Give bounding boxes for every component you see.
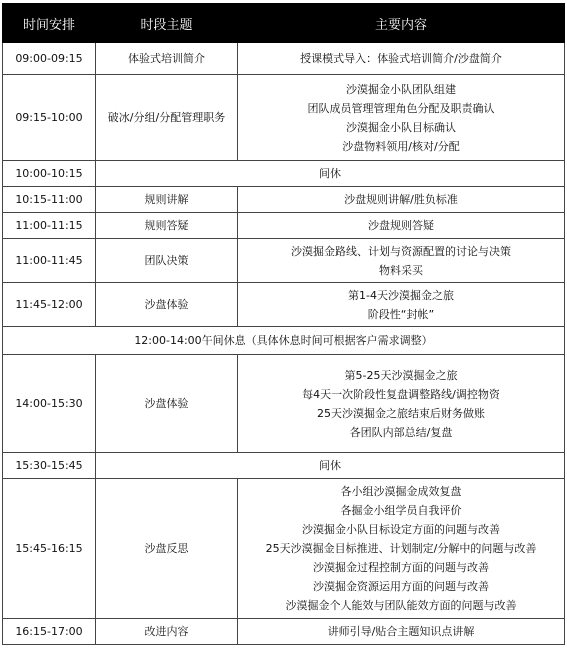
content-line: 第1-4天沙漠掘金之旅 <box>348 288 454 302</box>
content-line: 各小组沙漠掘金成效复盘 <box>340 485 462 498</box>
content-line: 各掘金小组学员自我评价 <box>340 504 462 517</box>
content-line: 物料采买 <box>379 263 423 277</box>
content-line: 沙漠掘金小队目标确认 <box>346 120 456 134</box>
content-cell <box>238 619 565 645</box>
lunch-break-cell: 12:00-14:00午间休息（具体休息时间可根据客户需求调整） <box>3 327 565 355</box>
time-cell: 11:45-12:00 <box>3 283 96 327</box>
content-line: 沙盘物料领用/核对/分配 <box>342 139 460 153</box>
header-row <box>3 4 565 43</box>
content-line: 沙漠掘金小队目标设定方面的问题与改善 <box>302 523 500 536</box>
content-cell <box>238 239 565 283</box>
theme-cell: 沙盘体验 <box>96 283 238 327</box>
time-cell: 15:45-16:15 <box>3 479 96 619</box>
content-line: 沙漠掘金资源运用方面的问题与改善 <box>313 580 489 593</box>
theme-cell: 沙盘体验 <box>96 355 238 453</box>
table-row <box>3 161 565 187</box>
theme-cell: 改进内容 <box>96 619 238 645</box>
content-line: 每4天一次阶段性复盘调整路线/调控物资 <box>302 387 500 401</box>
time-cell: 16:15-17:00 <box>3 619 96 645</box>
content-cell <box>238 75 565 161</box>
time-cell: 15:30-15:45 <box>3 453 96 479</box>
content-line: 沙漠掘金个人能效与团队能效方面的问题与改善 <box>285 599 517 612</box>
theme-cell: 规则讲解 <box>96 187 238 213</box>
table-row <box>3 213 565 239</box>
time-cell: 10:00-10:15 <box>3 161 96 187</box>
table-row <box>3 355 565 453</box>
content-cell <box>238 43 565 75</box>
time-cell: 11:00-11:15 <box>3 213 96 239</box>
table-row <box>3 283 565 327</box>
content-line: 沙盘规则答疑 <box>368 219 434 232</box>
content-line: 阶段性“封帐” <box>367 307 435 321</box>
content-line: 沙盘规则讲解/胜负标准 <box>344 193 458 206</box>
content-line: 各团队内部总结/复盘 <box>349 425 453 439</box>
header-theme: 时段主题 <box>96 4 238 43</box>
schedule-body <box>3 43 565 645</box>
content-line: 沙漠掘金小队团队组建 <box>346 82 456 96</box>
table-row <box>3 479 565 619</box>
content-line: 沙漠掘金路线、计划与资源配置的讨论与决策 <box>291 244 511 258</box>
table-row <box>3 453 565 479</box>
content-cell <box>238 187 565 213</box>
theme-cell: 规则答疑 <box>96 213 238 239</box>
content-cell <box>238 479 565 619</box>
table-row <box>3 75 565 161</box>
time-cell: 14:00-15:30 <box>3 355 96 453</box>
content-line: 沙漠掘金过程控制方面的问题与改善 <box>313 561 489 574</box>
table-row <box>3 239 565 283</box>
table-row <box>3 327 565 355</box>
theme-cell: 破冰/分组/分配管理职务 <box>96 75 238 161</box>
break-cell: 间休 <box>96 453 565 479</box>
content-cell <box>238 355 565 453</box>
time-cell: 10:15-11:00 <box>3 187 96 213</box>
content-line: 团队成员管理管理角色分配及职责确认 <box>307 101 495 115</box>
break-cell: 间休 <box>96 161 565 187</box>
time-cell: 09:00-09:15 <box>3 43 96 75</box>
table-row <box>3 43 565 75</box>
table-row <box>3 619 565 645</box>
header-content: 主要内容 <box>238 4 565 43</box>
time-cell: 11:00-11:45 <box>3 239 96 283</box>
content-line: 授课模式导入：体验式培训简介/沙盘简介 <box>300 52 502 65</box>
theme-cell: 团队决策 <box>96 239 238 283</box>
table-row <box>3 187 565 213</box>
content-line: 25天沙漠掘金目标推进、计划制定/分解中的问题与改善 <box>265 542 537 555</box>
theme-cell: 沙盘反思 <box>96 479 238 619</box>
header-time: 时间安排 <box>3 4 96 43</box>
time-cell: 09:15-10:00 <box>3 75 96 161</box>
content-line: 讲师引导/贴合主题知识点讲解 <box>327 625 475 638</box>
content-cell <box>238 213 565 239</box>
content-line: 25天沙漠掘金之旅结束后财务做账 <box>317 406 485 420</box>
content-cell <box>238 283 565 327</box>
theme-cell: 体验式培训简介 <box>96 43 238 75</box>
schedule-table <box>2 3 565 645</box>
content-line: 第5-25天沙漠掘金之旅 <box>344 368 458 382</box>
